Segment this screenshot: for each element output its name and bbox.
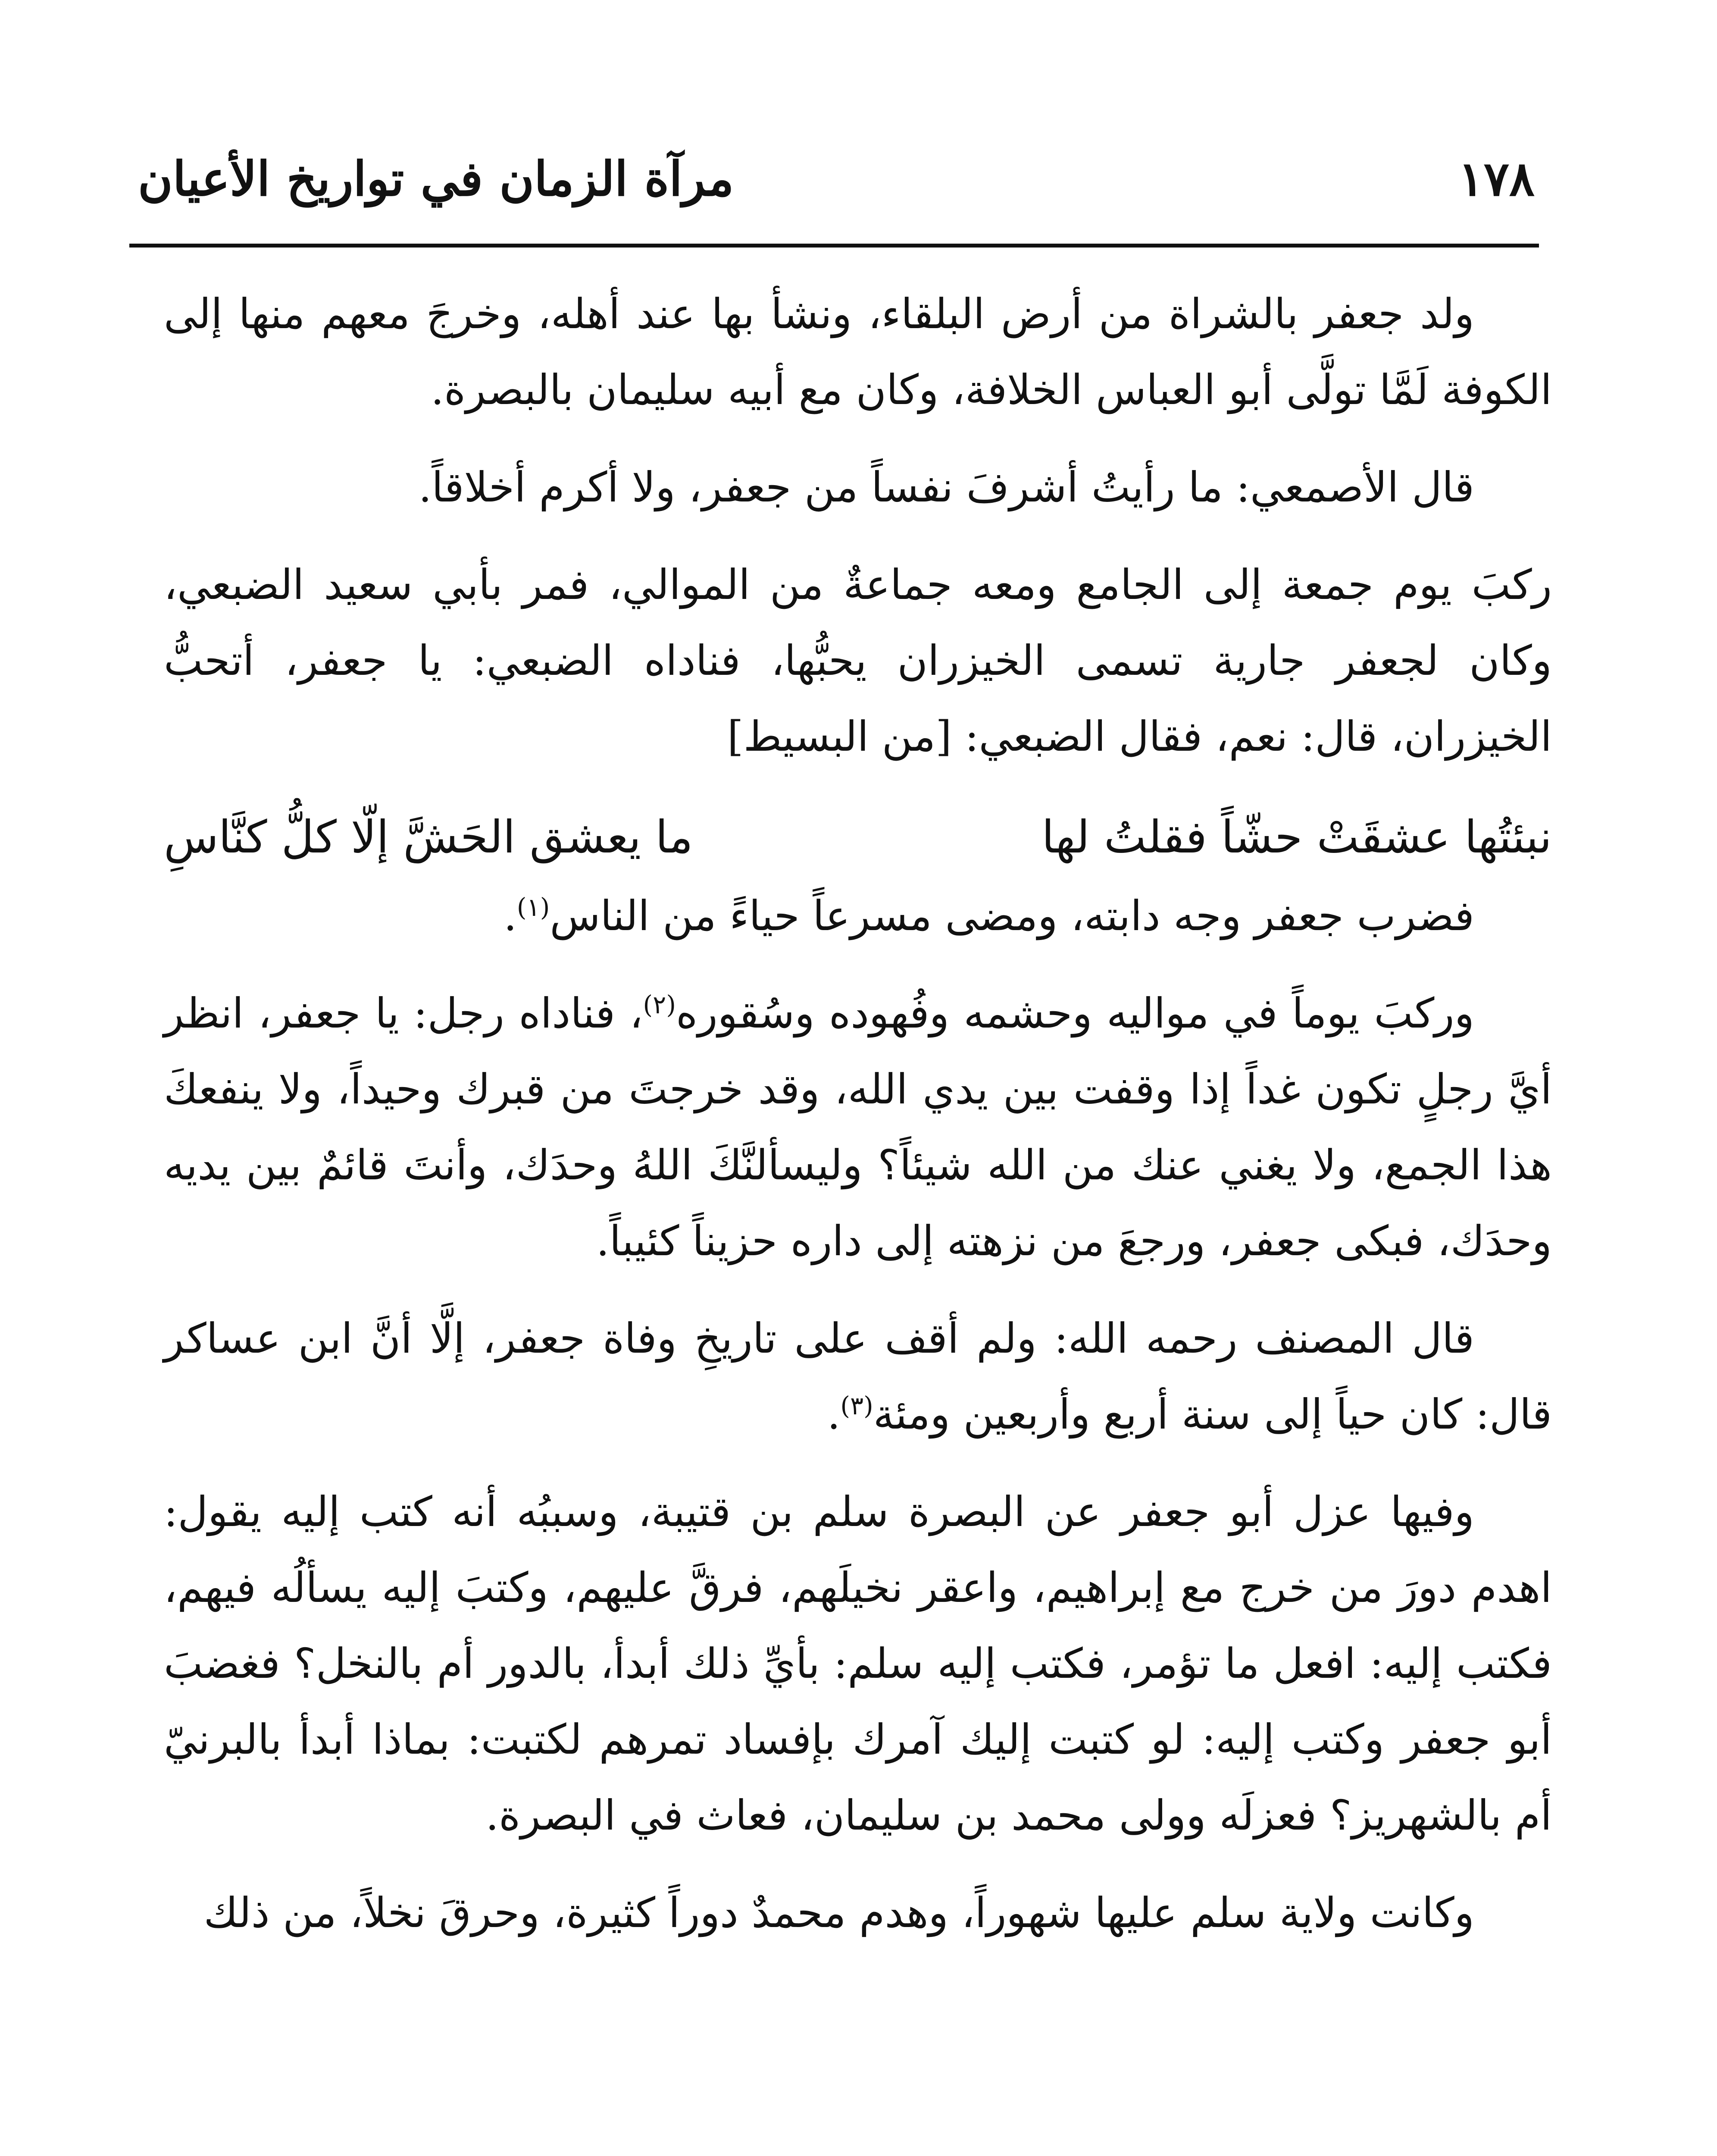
page-number: ١٧٨: [1458, 151, 1535, 207]
body-text: [164, 276, 1552, 1972]
paragraph-author-note-end: .: [827, 1390, 841, 1438]
header-rule: [129, 244, 1539, 248]
footnote-ref-2[interactable]: (٢): [643, 990, 676, 1019]
verse-first-hemistich: نبئتُها عشقَتْ حشّاً فقلتُ لها: [1041, 811, 1552, 863]
paragraph-departure-end: .: [504, 892, 517, 940]
footnote-ref-1[interactable]: (١): [516, 893, 550, 922]
paragraph-khayzuran: ركبَ يوم جمعة إلى الجامع ومعه جماعةٌ من الموالي، فمر بأبي سعيد الضبعي، وكان لجعفر جارية تسمى الخيزران يحبُّها، فناداه الضبعي: يا جعفر، أتحبُّ الخيزران، قال: نعم، فقال الضبعي: [من البسيط]: [164, 561, 1552, 761]
footnote-ref-3[interactable]: (٣): [840, 1391, 873, 1420]
paragraph-departure: [164, 878, 1552, 954]
paragraph-departure-text: فضرب جعفر وجه دابته، ومضى مسرعاً حياءً من الناس: [550, 892, 1474, 940]
paragraph-author-note-text: قال المصنف رحمه الله: ولم أقف على تاريخِ وفاة جعفر، إلَّا أنَّ ابن عساكر قال: كان حياً إلى سنة أربع وأربعين ومئة: [164, 1314, 1552, 1438]
paragraph-admonition-start: وركبَ يوماً في مواليه وحشمه وفُهوده وسُقوره: [676, 989, 1475, 1037]
page-header: [138, 142, 1535, 216]
paragraph-asmai: قال الأصمعي: ما رأيتُ أشرفَ نفساً من جعفر، ولا أكرم أخلاقاً.: [418, 463, 1474, 511]
paragraph-admonition: [164, 975, 1552, 1279]
paragraph-birth: ولد جعفر بالشراة من أرض البلقاء، ونشأ بها عند أهله، وخرجَ معهم منها إلى الكوفة لَمَّا تولَّى أبو العباس الخلافة، وكان مع أبيه سليمان بالبصرة.: [164, 290, 1552, 414]
paragraph-salm-governorship: وكانت ولاية سلم عليها شهوراً، وهدم محمدٌ دوراً كثيرة، وحرقَ نخلاً، من ذلك: [203, 1889, 1474, 1937]
paragraph-admonition-rest: ، فناداه رجل: يا جعفر، انظر أيَّ رجلٍ تكون غداً إذا وقفت بين يدي الله، وقد خرجتَ من قبرك وحيداً، ولا ينفعكَ هذا الجمع، ولا يغني عنك من الله شيئاً؟ وليسألنَّكَ اللهُ وحدَك، وأنتَ قائمٌ بين يديه وحدَك، فبكى جعفر، ورجعَ من نزهته إلى داره حزيناً كئيباً.: [164, 989, 1552, 1265]
running-title: مرآة الزمان في تواريخ الأعيان: [138, 151, 734, 207]
verse-second-hemistich: ما يعشق الحَشَّ إلّا كلُّ كنَّاسِ: [164, 811, 693, 863]
poem-verse: [164, 796, 1552, 878]
paragraph-basra-dismissal: وفيها عزل أبو جعفر عن البصرة سلم بن قتيبة، وسببُه أنه كتب إليه يقول: اهدم دورَ من خرج مع إبراهيم، واعقر نخيلَهم، فرقَّ عليهم، وكتبَ إليه يسألُه فيهم، فكتب إليه: افعل ما تؤمر، فكتب إليه سلم: بأيِّ ذلك أبدأ، بالدور أم بالنخل؟ فغضبَ أبو جعفر وكتب إليه: لو كتبت إليك آمرك بإفساد تمرهم لكتبت: بماذا أبدأ بالبرنيّ أم بالشهريز؟ فعزلَه وولى محمد بن سليمان، فعاث في البصرة.: [164, 1488, 1552, 1839]
paragraph-author-note: [164, 1300, 1552, 1452]
